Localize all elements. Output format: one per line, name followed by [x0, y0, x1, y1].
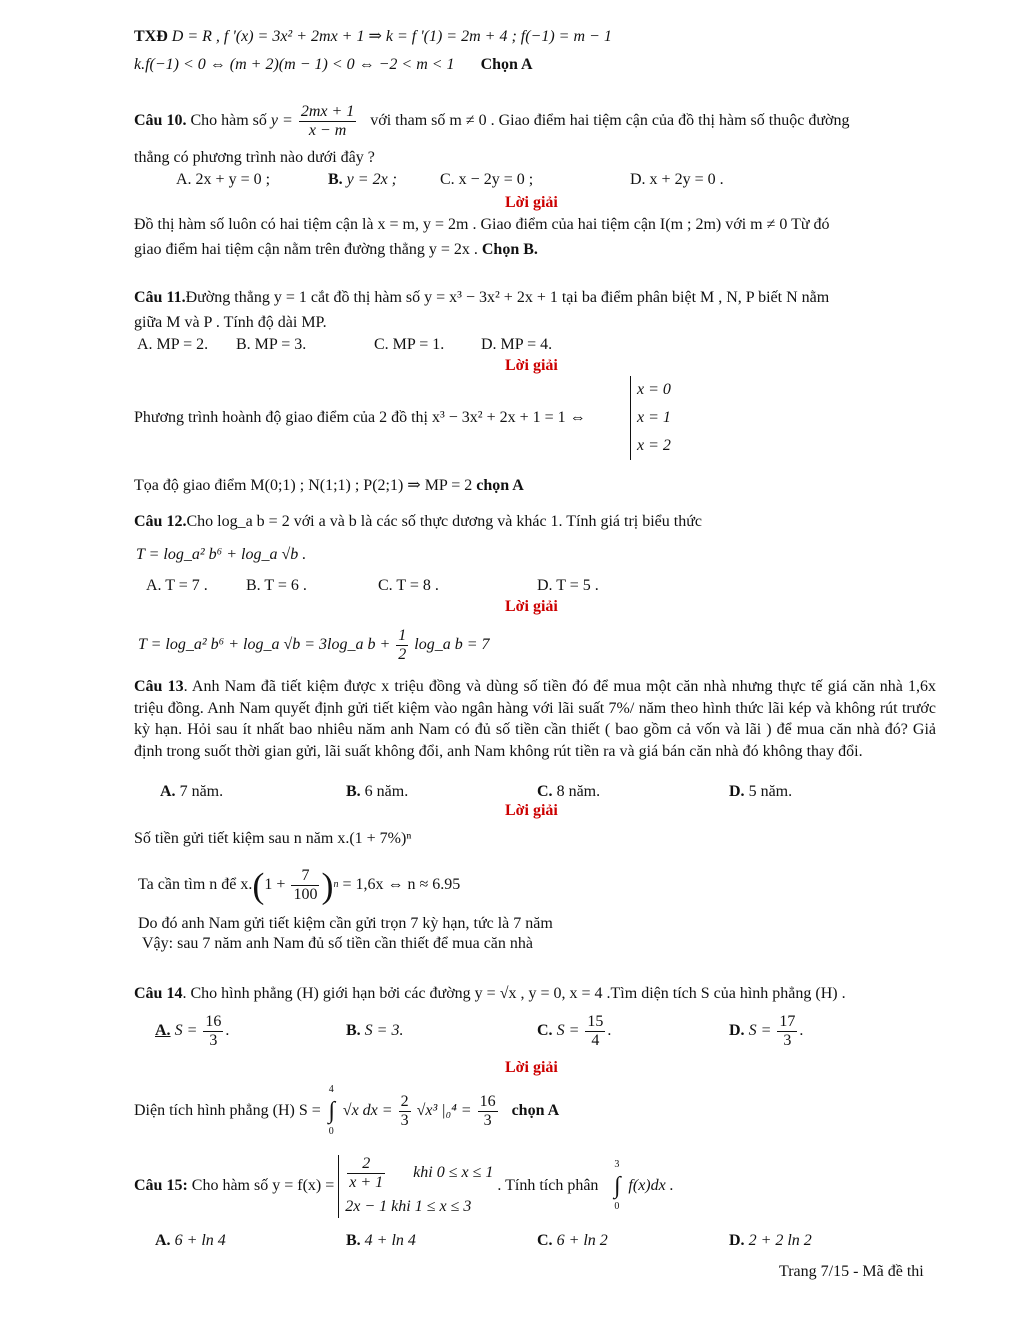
q14-option-d-label: D.: [729, 1022, 745, 1039]
q12-option-d: D. T = 5 .: [537, 577, 599, 594]
q14-option-d-den: 3: [783, 1031, 792, 1049]
q15-option-a: [155, 1231, 226, 1251]
q13-option-c-text: 8 năm.: [556, 783, 601, 800]
q14-solution-f2-den: 3: [483, 1111, 492, 1129]
q12-label: Câu 12.: [134, 513, 187, 530]
q13-option-a: [160, 782, 223, 802]
q11-option-c: C. MP = 1.: [374, 336, 445, 353]
q15-case-2: 2x − 1 khi 1 ≤ x ≤ 3: [345, 1197, 472, 1215]
q14-option-d: D. S = $\frac{17}{3}$ .: [729, 1012, 804, 1049]
q14-option-c-num: 15: [587, 1012, 604, 1030]
q10-option-a: A. 2x + y = 0 ;: [176, 171, 271, 188]
q11-option-b: B. MP = 3.: [236, 336, 307, 353]
q15-case-1: [345, 1155, 493, 1192]
q14-option-d-fraction: [777, 1013, 797, 1050]
q14-option-c-pre: S =: [556, 1022, 580, 1039]
q14-option-b-label: B.: [346, 1022, 361, 1039]
q15-stem: [134, 1150, 674, 1222]
q14-option-b-text: S = 3.: [364, 1022, 404, 1039]
q13-paragraph: . Anh Nam đã tiết kiệm được x triệu đồng và dùng số tiền đó để mua một căn nhà nhưng thực tế giá căn nhà 1,6x triệu đồng. Anh Nam quyết định gửi tiết kiệm vào ngân hàng với lãi suất 7%/ năm theo hình thức lãi kép và không rút trước kỳ hạn. Hỏi sau ít nhất bao nhiêu năm anh Nam có đủ số tiền cần thiết ( bao gồm cả vốn và lãi ) để mua căn nhà đó? Giả định trong suốt thời gian gửi, lãi suất không đổi, anh Nam không rút tiền ra và giá bán căn nhà đó không thay đổi.: [134, 678, 937, 760]
q12-option-c: C. T = 8 .: [378, 577, 439, 594]
q12-option-a: A. T = 7 .: [146, 577, 208, 594]
q11-option-a: A. MP = 2.: [137, 336, 209, 353]
q15-int-upper: 3: [614, 1159, 620, 1171]
q12-solution-den: 2: [398, 645, 407, 663]
q13-solution-num: 7: [291, 867, 319, 886]
q11-solution-system: [630, 376, 671, 460]
q14-solution-b: √x dx =: [342, 1102, 393, 1119]
q10-solution-choice: Chọn B.: [481, 241, 538, 258]
q11-text-1: Đường thẳng y = 1 cắt đồ thị hàm số y = x³ − 3x² + 2x + 1 tại ba điểm phân biệt M , N, P biết N nằm: [185, 289, 830, 306]
q11-option-d: D. MP = 4.: [481, 336, 553, 353]
q10-text-a: Cho hàm số: [190, 112, 267, 129]
page-footer: Trang 7/15 - Mã đề thi: [779, 1263, 924, 1280]
q14-option-d-pre: S =: [748, 1022, 772, 1039]
q14-solution: [134, 1084, 560, 1138]
q15-option-b-label: B.: [346, 1232, 361, 1249]
q14-label: Câu 14: [134, 985, 183, 1002]
q14-stem: [134, 984, 846, 1004]
q10-option-c: C. x − 2y = 0 ;: [440, 171, 534, 188]
q15-option-b: [346, 1231, 416, 1251]
q14-option-c-den: 4: [591, 1031, 600, 1049]
q14-int-lower: 0: [328, 1126, 334, 1138]
q15-option-a-label: A.: [155, 1232, 171, 1249]
q15-label: Câu 15:: [134, 1177, 188, 1194]
q12-solution-b: log_a b = 7: [414, 636, 490, 653]
q14-option-d-num: 17: [779, 1012, 796, 1030]
q12-text-1: Cho log_a b = 2 với a và b là các số thực dương và khác 1. Tính giá trị biểu thức: [186, 513, 702, 530]
q14-option-c: C. S = $\frac{15}{4}$ .: [537, 1012, 612, 1049]
q12-solution-fraction: [396, 627, 408, 664]
q10-stem: [134, 98, 849, 144]
q13-exponent: n: [333, 879, 339, 890]
q11-solution-choice: chọn A: [476, 477, 524, 494]
q15-option-d-text: 2 + 2 ln 2: [748, 1232, 812, 1249]
q15-option-a-text: 6 + ln 4: [174, 1232, 226, 1249]
q12-solution-num: 1: [398, 626, 407, 644]
q11-stem: [134, 288, 829, 308]
q13-option-b: [346, 782, 408, 802]
integral-sign-icon: ∫ 4 0: [328, 1084, 336, 1138]
q13-solution-4: Vậy: sau 7 năm anh Nam đủ số tiền cần thiết để mua căn nhà: [142, 935, 533, 952]
q13-open-paren: (: [252, 865, 265, 906]
q14-solution-a: Diện tích hình phẳng (H) S =: [134, 1102, 321, 1119]
q15-case-1-fraction: [347, 1155, 385, 1192]
q11-solution-2: [134, 476, 524, 496]
q13-solution-3: Do đó anh Nam gửi tiết kiệm cần gửi trọn 7 kỳ hạn, tức là 7 năm: [138, 915, 553, 932]
q10-text-c: thẳng có phương trình nào dưới đây ?: [134, 149, 375, 166]
prev-solution-choice: Chọn A: [480, 56, 533, 73]
q14-solution-fraction-2: [478, 1093, 498, 1130]
q10-fraction: [299, 103, 356, 140]
q10-y: y =: [270, 112, 293, 129]
q13-option-b-text: 6 năm.: [364, 783, 409, 800]
q11-solution-2-text: Tọa độ giao điểm M(0;1) ; N(1;1) ; P(2;1) ⇒ MP = 2: [134, 477, 473, 494]
q10-option-d: D. x + 2y = 0 .: [630, 171, 724, 188]
q13-solution-2: Ta cần tìm n để x.(1 + $\frac{7}{100}$ )$^n$ = 1,6x ⇔ n ≈ 6.95: [138, 865, 461, 906]
txd-label: TXĐ: [134, 28, 168, 45]
q11-text-2: giữa M và P . Tính độ dài MP.: [134, 314, 327, 331]
q13-stem: [134, 676, 936, 762]
q15-option-c-label: C.: [537, 1232, 553, 1249]
q15-option-b-text: 4 + ln 4: [364, 1232, 416, 1249]
q14-option-a-den: 3: [209, 1031, 218, 1049]
q11-solution-title: Lời giải: [505, 357, 558, 374]
q15-piecewise: [338, 1155, 493, 1218]
q15-text-c: f(x)dx .: [628, 1177, 674, 1194]
q10-solution-title: Lời giải: [505, 194, 558, 211]
q13-solution-fraction: [291, 867, 319, 904]
q15-option-d-label: D.: [729, 1232, 745, 1249]
q11-system-row: x = 2: [637, 437, 671, 454]
q13-option-b-label: B.: [346, 783, 361, 800]
q14-option-c-fraction: [585, 1013, 605, 1050]
q10-denominator: x − m: [308, 121, 347, 139]
q14-solution-f2-num: 16: [479, 1092, 496, 1110]
q14-option-a-pre: S =: [174, 1022, 198, 1039]
q15-case-1-cond: khi 0 ≤ x ≤ 1: [413, 1164, 494, 1181]
q15-text-a: Cho hàm số y = f(x) =: [191, 1177, 335, 1194]
q12-text-2: T = log_a² b⁶ + log_a √b .: [136, 546, 307, 563]
prev-solution-math-2: k.f(−1) < 0 ⇔ (m + 2)(m − 1) < 0 ⇔ −2 < m < 1: [134, 56, 455, 73]
prev-solution-math-1: D = R , f '(x) = 3x² + 2mx + 1 ⇒ k = f '(1) = 2m + 4 ; f(−1) = m − 1: [171, 28, 612, 45]
q14-option-c-label: C.: [537, 1022, 553, 1039]
integral-sign-icon: ∫ 3 0: [614, 1159, 621, 1213]
q13-option-d-label: D.: [729, 783, 745, 800]
q13-solution-title: Lời giải: [505, 802, 558, 819]
q13-solution-2a: Ta cần tìm n để x.: [138, 876, 253, 893]
q13-option-d: [729, 782, 792, 802]
q15-int-lower: 0: [614, 1201, 620, 1213]
q14-option-a-num: 16: [205, 1012, 222, 1030]
q13-solution-1: Số tiền gửi tiết kiệm sau n năm x.(1 + 7%)ⁿ: [134, 830, 412, 847]
q12-solution: [138, 622, 490, 668]
q15-case-1-num: 2: [347, 1155, 385, 1174]
q13-option-a-label: A.: [160, 783, 176, 800]
q13-solution-den: 100: [293, 885, 318, 903]
q10-option-b: [328, 170, 397, 190]
q12-solution-title: Lời giải: [505, 598, 558, 615]
q10-solution-1: Đồ thị hàm số luôn có hai tiệm cận là x = m, y = 2m . Giao điểm của hai tiệm cận I(m ; 2m) với m ≠ 0 Từ đó: [134, 216, 830, 233]
q12-option-b: B. T = 6 .: [246, 577, 307, 594]
q14-option-a-fraction: [203, 1013, 223, 1050]
q13-label: Câu 13: [134, 678, 184, 695]
q14-solution-choice: chọn A: [511, 1102, 560, 1119]
q13-solution-2b: = 1,6x ⇔ n ≈ 6.95: [342, 876, 461, 893]
q11-system-row: x = 0: [637, 381, 671, 398]
q11-solution-1: Phương trình hoành độ giao điểm của 2 đồ thị x³ − 3x² + 2x + 1 = 1 ⇔: [134, 409, 586, 426]
prev-solution-line-1: [134, 27, 612, 47]
q15-option-c-text: 6 + ln 2: [556, 1232, 608, 1249]
q14-option-a-label: A.: [155, 1022, 171, 1039]
q13-option-c: [537, 782, 600, 802]
q14-solution-fraction-1: [399, 1093, 411, 1130]
q14-option-b: [346, 1021, 403, 1041]
q10-text-b: với tham số m ≠ 0 . Giao điểm hai tiệm cận của đồ thị hàm số thuộc đường: [370, 112, 850, 129]
prev-solution-line-2: [134, 55, 533, 75]
q10-option-b-text: y = 2x ;: [346, 171, 397, 188]
q13-option-c-label: C.: [537, 783, 553, 800]
q10-label: Câu 10.: [134, 112, 187, 129]
q14-solution-f1-den: 3: [400, 1111, 409, 1129]
q11-system-row: x = 1: [637, 409, 671, 426]
q14-text: . Cho hình phẳng (H) giới hạn bởi các đường y = √x , y = 0, x = 4 .Tìm diện tích S của hình phẳng (H) .: [182, 985, 846, 1002]
q14-solution-title: Lời giải: [505, 1059, 558, 1076]
q11-system-bracket: [630, 376, 671, 460]
q12-solution-a: T = log_a² b⁶ + log_a √b = 3log_a b +: [138, 636, 391, 653]
q10-solution-2-text: giao điểm hai tiệm cận nằm trên đường thẳng y = 2x .: [134, 241, 478, 258]
q15-option-c: [537, 1231, 608, 1251]
q13-option-d-text: 5 năm.: [748, 783, 793, 800]
q10-numerator: 2mx + 1: [300, 102, 355, 120]
q10-option-b-label: B.: [328, 171, 343, 188]
q13-close-paren: ): [321, 865, 334, 906]
q14-int-upper: 4: [328, 1084, 334, 1096]
q11-label: Câu 11.: [134, 289, 186, 306]
q14-solution-c: √x³ |₀⁴ =: [416, 1102, 472, 1119]
q15-case-1-den: x + 1: [349, 1173, 384, 1191]
q15-option-d: [729, 1231, 812, 1251]
q15-text-b: . Tính tích phân: [497, 1177, 599, 1194]
q13-option-a-text: 7 năm.: [179, 783, 224, 800]
q14-solution-f1-num: 2: [400, 1092, 409, 1110]
q12-stem: [134, 512, 702, 532]
q10-solution-2: [134, 240, 538, 260]
q14-option-a: A. S = $\frac{16}{3}$ .: [155, 1012, 230, 1049]
